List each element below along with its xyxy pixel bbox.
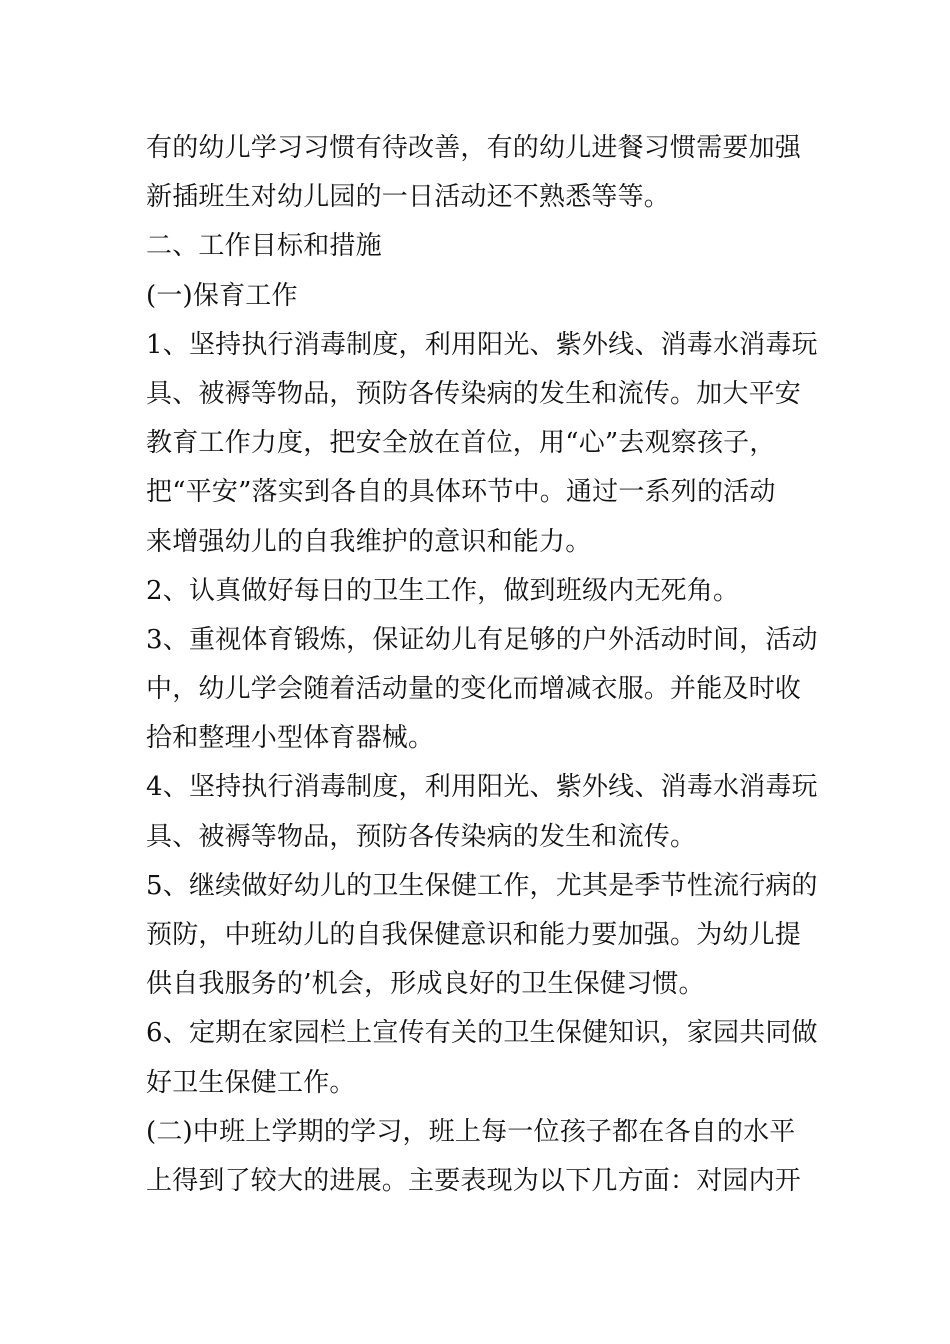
- text-line: 1、坚持执行消毒制度，利用阳光、紫外线、消毒水消毒玩: [146, 329, 818, 360]
- text-line: 5、继续做好幼儿的卫生保健工作，尤其是季节性流行病的: [146, 870, 818, 901]
- text-line: 预防，中班幼儿的自我保健意识和能力要加强。为幼儿提: [146, 920, 802, 950]
- text-line: 有的幼儿学习习惯有待改善，有的幼儿进餐习惯需要加强: [146, 133, 802, 163]
- text-line: 具、被褥等物品，预防各传染病的发生和流传。: [146, 821, 697, 852]
- text-line: 供自我服务的’机会，形成良好的卫生保健习惯。: [146, 969, 705, 1000]
- text-line: 新插班生对幼儿园的一日活动还不熟悉等等。: [146, 182, 671, 213]
- text-line: 好卫生保健工作。: [146, 1067, 356, 1098]
- text-line: 上得到了较大的进展。主要表现为以下几方面：对园内开: [146, 1165, 802, 1196]
- text-line: 4、坚持执行消毒制度，利用阳光、紫外线、消毒水消毒玩: [146, 772, 818, 803]
- text-line: 3、重视体育锻炼，保证幼儿有足够的户外活动时间，活动: [146, 624, 818, 655]
- subsection-heading: (一)保育工作: [146, 280, 298, 311]
- text-line: 教育工作力度，把安全放在首位，用“心”去观察孩子，: [146, 428, 776, 459]
- text-line: 2、认真做好每日的卫生工作，做到班级内无死角。: [146, 575, 740, 606]
- text-line: 6、定期在家园栏上宣传有关的卫生保健知识，家园共同做: [146, 1018, 818, 1049]
- text-line: 把“平安”落实到各自的具体环节中。通过一系列的活动: [146, 477, 776, 508]
- text-line: (二)中班上学期的学习，班上每一位孩子都在各自的水平: [146, 1116, 796, 1147]
- section-heading: 二、工作目标和措施: [146, 231, 382, 262]
- text-line: 拾和整理小型体育器械。: [146, 723, 435, 754]
- text-line: 中，幼儿学会随着活动量的变化而增减衣服。并能及时收: [146, 674, 802, 705]
- document-body: [146, 124, 816, 1206]
- text-line: 具、被褥等物品，预防各传染病的发生和流传。加大平安: [146, 378, 802, 409]
- text-line: 来增强幼儿的自我维护的意识和能力。: [146, 526, 592, 557]
